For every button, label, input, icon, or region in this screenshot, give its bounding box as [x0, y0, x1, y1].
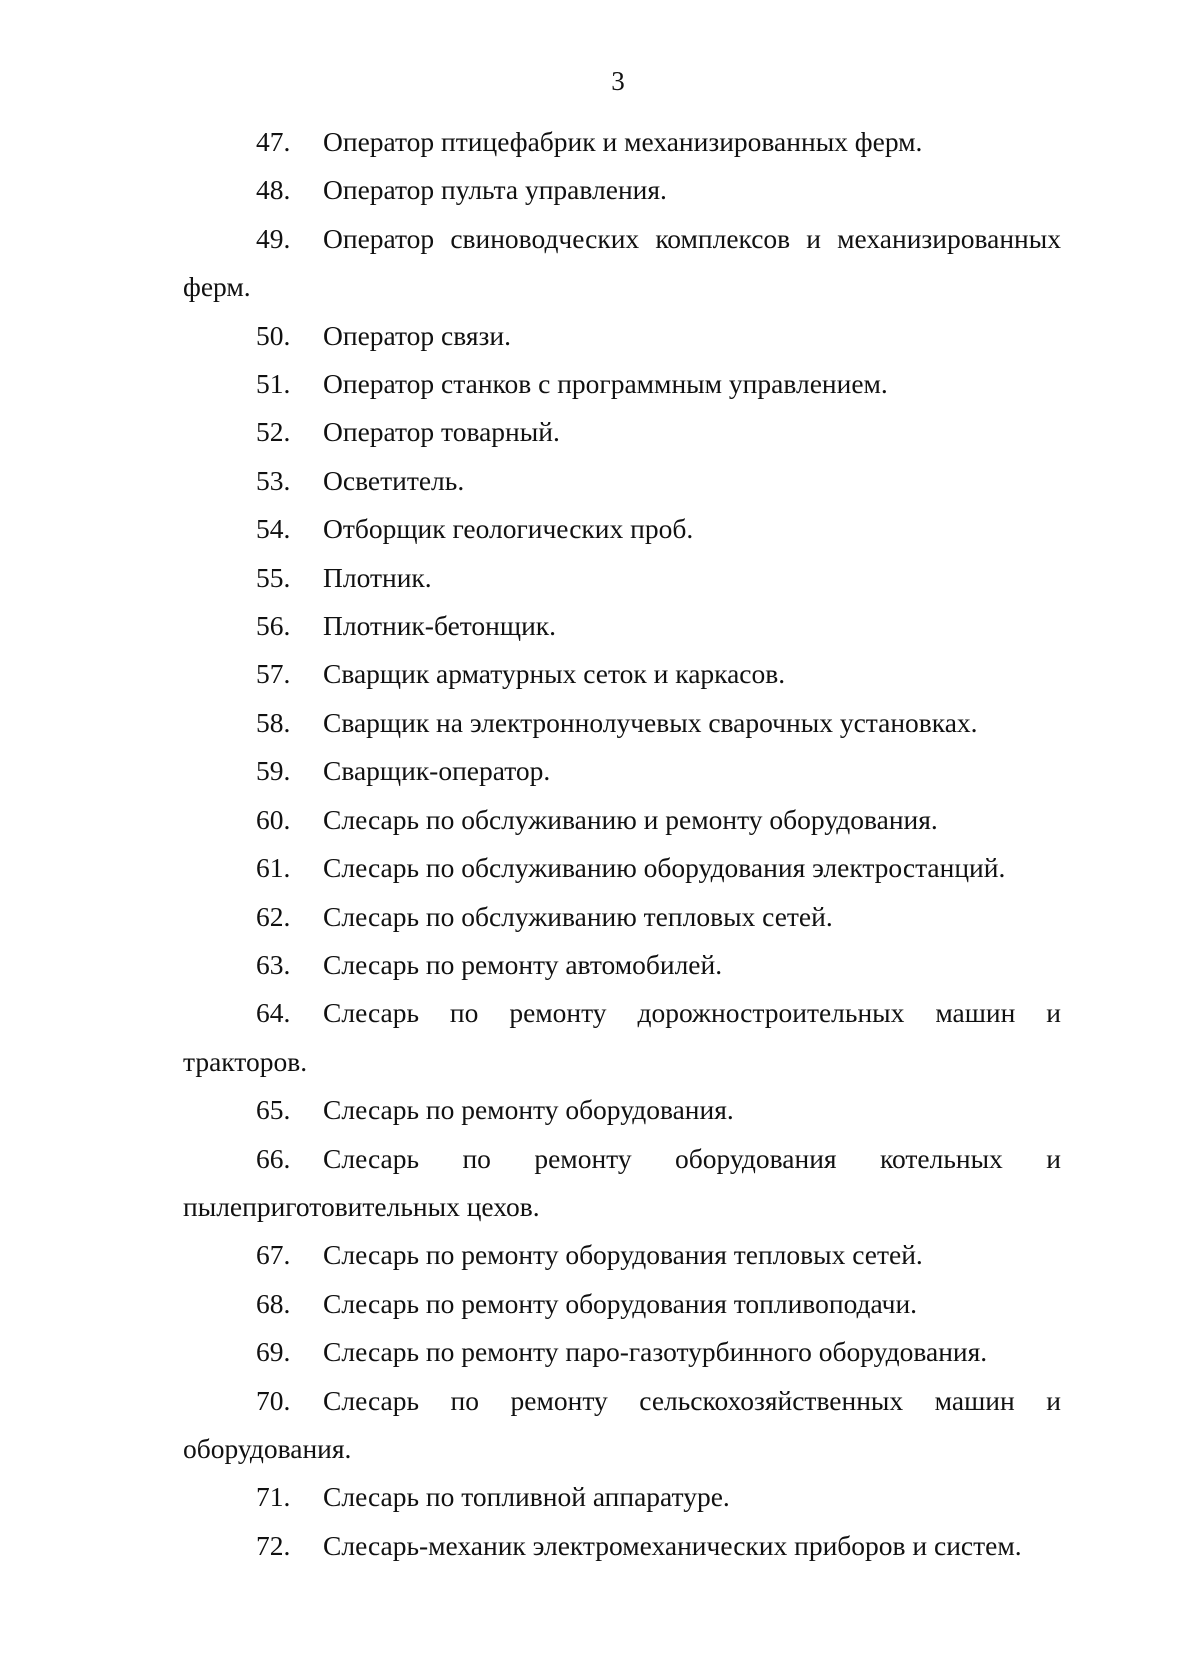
- list-item: [183, 1231, 1061, 1279]
- occupation-list: [183, 118, 1061, 1570]
- item-text: Слесарь по обслуживанию тепловых сетей.: [323, 900, 833, 932]
- item-line: [183, 118, 1061, 166]
- item-number: 49.: [256, 222, 291, 254]
- item-number: 65.: [256, 1094, 291, 1126]
- list-item: [183, 602, 1061, 650]
- item-text: Осветитель.: [323, 464, 465, 496]
- item-line: [183, 408, 1061, 456]
- item-text: Слесарь по топливной аппаратуре.: [323, 1481, 730, 1513]
- list-item: [183, 893, 1061, 941]
- item-line: [183, 650, 1061, 698]
- item-word: машин: [934, 1384, 1015, 1416]
- item-line: [183, 941, 1061, 989]
- item-line: [183, 312, 1061, 360]
- list-item: [183, 554, 1061, 602]
- list-item: [183, 1135, 1061, 1232]
- list-item: [183, 505, 1061, 553]
- item-word: Слесарь: [323, 1384, 419, 1416]
- list-item: [183, 1377, 1061, 1474]
- item-word: Слесарь: [323, 1142, 419, 1174]
- item-first-word-group: [256, 215, 434, 263]
- list-item: [183, 312, 1061, 360]
- item-word: по: [462, 1142, 491, 1174]
- item-number: 62.: [256, 900, 291, 932]
- item-text: Плотник.: [323, 561, 432, 593]
- item-line: [183, 893, 1061, 941]
- item-line: [183, 796, 1061, 844]
- list-item: [183, 360, 1061, 408]
- list-item: [183, 844, 1061, 892]
- item-line: [183, 844, 1061, 892]
- item-number: 64.: [256, 997, 291, 1029]
- item-number: 55.: [256, 561, 291, 593]
- item-word: и: [1046, 1384, 1061, 1416]
- list-item: [183, 989, 1061, 1086]
- item-line-justified: [183, 1377, 1061, 1425]
- item-text: Оператор пульта управления.: [323, 174, 667, 206]
- item-text: Слесарь по обслуживанию оборудования электростанций.: [323, 852, 1006, 884]
- list-item: [183, 747, 1061, 795]
- item-number: 58.: [256, 706, 291, 738]
- item-text: Сварщик на электроннолучевых сварочных установках.: [323, 706, 978, 738]
- item-word: дорожностроительных: [637, 997, 905, 1029]
- item-continuation: пылеприготовительных цехов.: [183, 1190, 540, 1222]
- item-word: по: [450, 1384, 479, 1416]
- item-line: [183, 554, 1061, 602]
- list-item: [183, 1473, 1061, 1521]
- item-line-justified: [183, 989, 1061, 1037]
- item-line: [183, 699, 1061, 747]
- list-item: [183, 1328, 1061, 1376]
- item-line: [183, 1231, 1061, 1279]
- item-line: [183, 1473, 1061, 1521]
- item-word: котельных: [880, 1142, 1003, 1174]
- item-number: 59.: [256, 755, 291, 787]
- item-text: Оператор птицефабрик и механизированных ферм.: [323, 126, 923, 157]
- item-word: комплексов: [655, 222, 791, 254]
- item-text: Слесарь по ремонту автомобилей.: [323, 948, 723, 980]
- item-word: ремонту: [534, 1142, 632, 1174]
- item-number: 52.: [256, 416, 291, 448]
- item-word: сельскохозяйственных: [639, 1384, 904, 1416]
- item-text: Плотник-бетонщик.: [323, 610, 557, 642]
- item-number: 72.: [256, 1529, 291, 1561]
- item-number: 70.: [256, 1384, 291, 1416]
- item-continuation: тракторов.: [183, 1045, 308, 1077]
- item-number: 68.: [256, 1287, 291, 1319]
- item-line: [183, 1280, 1061, 1328]
- item-text: Слесарь по ремонту оборудования.: [323, 1094, 734, 1126]
- item-number: 47.: [256, 126, 291, 157]
- item-line-justified: [183, 215, 1061, 263]
- list-item: [183, 1280, 1061, 1328]
- list-item: [183, 699, 1061, 747]
- item-text: Оператор станков с программным управлением.: [323, 368, 888, 400]
- item-line: [183, 1522, 1061, 1570]
- item-word: свиноводческих: [450, 222, 640, 254]
- list-item: [183, 796, 1061, 844]
- item-number: 53.: [256, 464, 291, 496]
- item-text: Слесарь-механик электромеханических приборов и систем.: [323, 1529, 1022, 1561]
- item-number: 61.: [256, 852, 291, 884]
- item-number: 63.: [256, 948, 291, 980]
- list-item: [183, 457, 1061, 505]
- item-text: Слесарь по ремонту оборудования тепловых сетей.: [323, 1239, 923, 1271]
- item-line: [183, 1086, 1061, 1134]
- list-item: [183, 1522, 1061, 1570]
- item-word: Оператор: [323, 222, 435, 254]
- item-text: Оператор товарный.: [323, 416, 560, 448]
- item-line: [183, 602, 1061, 650]
- item-number: 60.: [256, 803, 291, 835]
- item-word: и: [1046, 997, 1061, 1029]
- list-item: [183, 941, 1061, 989]
- list-item: [183, 215, 1061, 312]
- item-continuation: ферм.: [183, 271, 251, 303]
- item-text: Слесарь по обслуживанию и ремонту оборудования.: [323, 803, 938, 835]
- item-word: механизированных: [837, 222, 1061, 254]
- item-text: Сварщик-оператор.: [323, 755, 551, 787]
- item-text: Слесарь по ремонту оборудования топливоподачи.: [323, 1287, 918, 1319]
- item-line: [183, 360, 1061, 408]
- item-line: [183, 166, 1061, 214]
- item-word: Слесарь: [323, 997, 419, 1029]
- item-number: 51.: [256, 368, 291, 400]
- item-word: ремонту: [509, 997, 607, 1029]
- item-number: 69.: [256, 1336, 291, 1368]
- page-number: 3: [611, 66, 625, 96]
- item-number: 54.: [256, 513, 291, 545]
- item-word: и: [1046, 1142, 1061, 1174]
- item-first-word-group: [256, 1377, 419, 1425]
- item-line: [183, 747, 1061, 795]
- list-item: [183, 118, 1061, 166]
- item-line-justified: [183, 1135, 1061, 1183]
- list-item: [183, 1086, 1061, 1134]
- item-line: [183, 1328, 1061, 1376]
- item-number: 66.: [256, 1142, 291, 1174]
- item-text: Оператор связи.: [323, 319, 511, 351]
- item-line: [183, 457, 1061, 505]
- item-number: 67.: [256, 1239, 291, 1271]
- item-line: [183, 505, 1061, 553]
- list-item: [183, 408, 1061, 456]
- item-number: 56.: [256, 610, 291, 642]
- item-number: 57.: [256, 658, 291, 690]
- item-word: ремонту: [510, 1384, 608, 1416]
- item-text: Слесарь по ремонту паро-газотурбинного оборудования.: [323, 1336, 988, 1368]
- item-word: машин: [935, 997, 1016, 1029]
- item-text: Сварщик арматурных сеток и каркасов.: [323, 658, 786, 690]
- item-word: по: [449, 997, 479, 1029]
- item-number: 50.: [256, 319, 291, 351]
- item-text: Отборщик геологических проб.: [323, 513, 694, 545]
- item-number: 71.: [256, 1481, 291, 1513]
- list-item: [183, 166, 1061, 214]
- item-number: 48.: [256, 174, 291, 206]
- item-word: оборудования: [675, 1142, 837, 1174]
- item-word: и: [806, 222, 822, 254]
- item-first-word-group: [256, 1135, 419, 1183]
- item-first-word-group: [256, 989, 419, 1037]
- item-continuation: оборудования.: [183, 1432, 352, 1464]
- list-item: [183, 650, 1061, 698]
